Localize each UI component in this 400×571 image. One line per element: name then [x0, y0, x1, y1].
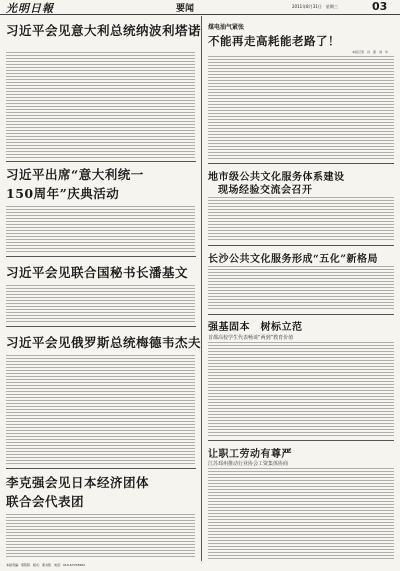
article-body [6, 206, 195, 253]
headline-worker-dignity: 让职工劳动有尊严 [208, 449, 292, 460]
article-body [6, 355, 195, 465]
article-divider [6, 161, 196, 162]
headline-xi-italy-president: 习近平会见意大利总统纳波利塔诺 [6, 23, 202, 38]
page-number: 03 [372, 0, 388, 13]
article-divider [6, 256, 196, 257]
headline-xi-un-secretary-general: 习近平会见联合国秘书长潘基文 [6, 265, 189, 280]
article-body [6, 285, 195, 323]
article-body [208, 266, 394, 311]
headline-xi-russia-president: 习近平会见俄罗斯总统梅德韦杰夫 [6, 335, 202, 350]
article-divider [208, 314, 394, 315]
headline-li-japan-business-1: 李克强会见日本经济团体 [6, 475, 150, 490]
article-body [6, 514, 195, 559]
article-divider [208, 245, 394, 246]
article-divider [6, 468, 196, 469]
headline-public-culture: 地市级公共文化服务体系建设 [208, 172, 345, 183]
headline-li-japan-business-2: 联合会代表团 [6, 494, 85, 509]
subheadline-public-culture: 现场经验交流会召开 [218, 185, 313, 196]
headline-xi-italy-unification-2: 150周年”庆典活动 [6, 186, 120, 201]
column-divider [201, 16, 202, 561]
article-body [208, 197, 394, 242]
article-divider [208, 440, 394, 441]
article-body [208, 468, 394, 560]
subheadline-students: 首都高校学生代表畅谈“两到”教育价值 [208, 335, 294, 341]
section-name: 要闻 [176, 4, 195, 14]
subheadline-pizhou-wages: 江苏邳州推动行业协会工资集体协商 [208, 461, 289, 467]
headline-xi-italy-unification-1: 习近平出席“意大利统一 [6, 167, 144, 182]
headline-changsha-culture: 长沙公共文化服务形成“五化”新格局 [208, 254, 379, 265]
energy-kicker: 煤电油气紧张 [208, 24, 245, 31]
masthead [0, 0, 400, 15]
article-body [208, 342, 394, 437]
article-divider [208, 163, 394, 164]
page-footer: 本版责编：蔡陌陌 版式：黄书凯 电话：010-67078262 [6, 563, 86, 567]
article-divider [6, 326, 196, 327]
energy-byline: 本报记者 冯 蕾 刘 华 [352, 50, 389, 54]
headline-energy: 不能再走高耗能老路了！ [208, 34, 340, 48]
newspaper-logo: 光明日報 [6, 2, 54, 15]
headline-strengthen-foundation: 强基固本 树标立范 [208, 322, 303, 333]
article-body [208, 56, 394, 160]
issue-date: 2011年8月31日 星期三 [292, 4, 338, 9]
article-body [6, 52, 195, 158]
